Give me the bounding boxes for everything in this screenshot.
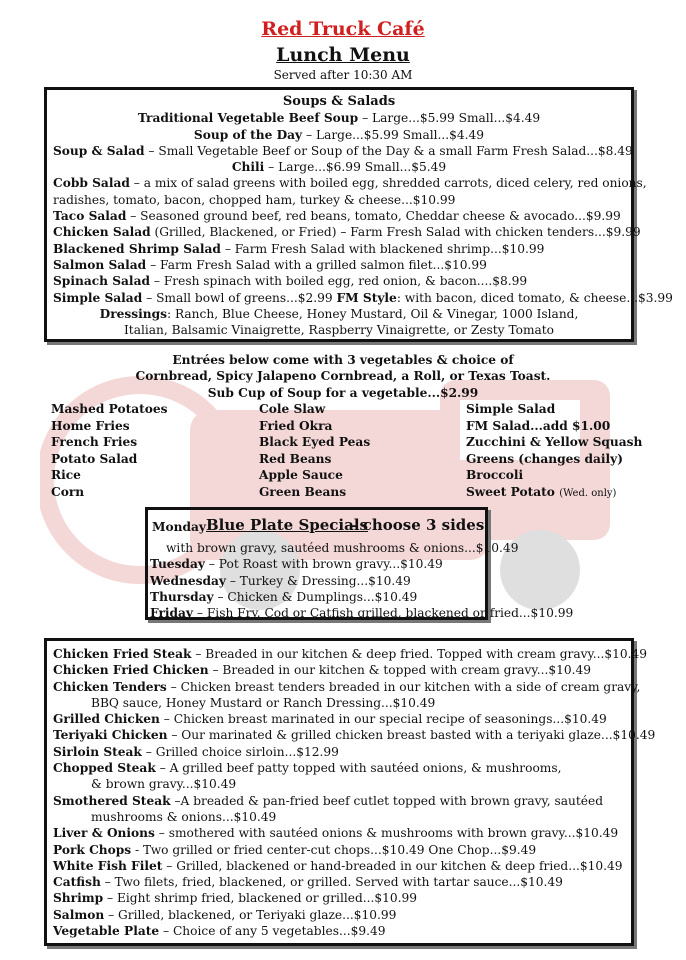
- item-desc: – Large...$5.99 Small...$4.49: [358, 111, 541, 126]
- item-name: Cobb Salad: [53, 176, 130, 191]
- special-item: [150, 589, 573, 605]
- vegetable-item: [51, 467, 168, 484]
- vegetable-item: [259, 401, 370, 418]
- entree-item: [53, 662, 625, 678]
- item-desc: – Seasoned ground beef, red beans, tomato, Cheddar cheese & avocado...$9.99: [126, 209, 621, 224]
- vegetable-name: Rice: [51, 468, 81, 483]
- vegetable-name: FM Salad...add $1.00: [466, 418, 611, 433]
- fm-style-desc: : with bacon, diced tomato, & cheese...$3.99: [396, 290, 673, 305]
- entree-desc: – Breaded in our kitchen & topped with cream gravy...$10.49: [208, 663, 591, 678]
- entree-name: Pork Chops: [53, 842, 132, 857]
- menu-item: [53, 208, 625, 224]
- entree-desc: – A grilled beef patty topped with sautéed onions, & mushrooms,: [155, 761, 562, 776]
- vegetable-name: Simple Salad: [466, 402, 556, 416]
- menu-item: [53, 159, 625, 175]
- special-day: Friday: [150, 606, 193, 621]
- vegetable-item: [466, 401, 642, 418]
- entree-item: [53, 793, 625, 809]
- item-name: Soup & Salad: [53, 143, 145, 158]
- vegetable-item: [259, 434, 370, 451]
- soups-salads-list: [53, 110, 647, 289]
- entree-name: Shrimp: [53, 891, 104, 906]
- vegetable-item: [466, 418, 642, 435]
- entree-name: Sirloin Steak: [53, 744, 142, 759]
- entree-item: [53, 646, 647, 662]
- entree-name: Catfish: [53, 875, 101, 890]
- special-desc: – Fish Fry. Cod or Catfish grilled, blackened or fried...$10.99: [193, 606, 574, 621]
- wed-only-note: (Wed. only): [559, 487, 617, 499]
- vegetable-column-3: [466, 401, 642, 503]
- vegetable-name: Green Beans: [259, 484, 347, 499]
- special-item: [150, 556, 573, 572]
- entrees-intro: [0, 352, 686, 401]
- entree-name: Smothered Steak: [53, 793, 171, 808]
- vegetable-item: [51, 484, 168, 501]
- cafe-name: Red Truck Café: [261, 18, 425, 40]
- item-name: Chicken Salad: [53, 225, 151, 240]
- blue-plate-box: [145, 507, 574, 621]
- entree-desc: & brown gravy...$10.49: [91, 777, 237, 792]
- entrees-intro-line2: Cornbread, Spicy Jalapeno Cornbread, a Roll, or Texas Toast.: [135, 369, 551, 384]
- special-desc: with brown gravy, sautéed mushrooms & onions...$10.49: [166, 541, 519, 555]
- vegetable-name: Black Eyed Peas: [259, 435, 371, 450]
- item-desc: – Large...$6.99 Small...$5.49: [264, 160, 447, 175]
- menu-item: [53, 241, 625, 257]
- vegetable-item: [259, 467, 370, 484]
- entree-desc: BBQ sauce, Honey Mustard or Ranch Dressing...$10.49: [91, 695, 436, 710]
- vegetable-name: French Fries: [51, 435, 138, 450]
- simple-salad-name: Simple Salad: [53, 290, 143, 305]
- item-name: Traditional Vegetable Beef Soup: [137, 111, 359, 126]
- simple-salad-desc: – Small bowl of greens...$2.99: [142, 290, 337, 305]
- vegetable-name: Potato Salad: [51, 451, 138, 466]
- entree-name: Teriyaki Chicken: [53, 728, 168, 743]
- special-day: Thursday: [150, 589, 214, 604]
- simple-salad-line: [53, 290, 673, 306]
- entrees-intro-line3: Sub Cup of Soup for a vegetable...$2.99: [207, 385, 479, 400]
- entree-item: [53, 923, 625, 939]
- vegetable-name: Greens (changes daily): [466, 451, 624, 466]
- item-name: Spinach Salad: [53, 274, 150, 289]
- item-desc: – Small Vegetable Beef or Soup of the Day & a small Farm Fresh Salad...$8.49: [144, 143, 633, 158]
- soups-salads-title: Soups & Salads: [282, 94, 396, 109]
- entree-item: [53, 809, 625, 825]
- blue-plate-list: [150, 540, 573, 621]
- vegetable-name: Mashed Potatoes: [51, 402, 168, 416]
- menu-item: [53, 127, 625, 143]
- entree-desc: – Breaded in our kitchen & deep fried. Topped with cream gravy...$10.49: [191, 647, 647, 661]
- dressings-line: [53, 306, 625, 322]
- entree-name: Chicken Fried Chicken: [53, 663, 209, 678]
- entree-name: Vegetable Plate: [53, 924, 160, 939]
- entree-desc: –A breaded & pan-fried beef cutlet topped with brown gravy, sautéed: [170, 793, 604, 808]
- vegetable-name: Broccoli: [466, 468, 524, 483]
- vegetable-item: [259, 418, 370, 435]
- dressings-label: Dressings: [99, 306, 167, 321]
- entree-item: [53, 874, 625, 890]
- special-item: [150, 573, 573, 589]
- entree-desc: – Choice of any 5 vegetables...$9.49: [159, 924, 386, 939]
- menu-item: [53, 192, 625, 208]
- entree-desc: – Grilled choice sirloin...$12.99: [141, 744, 339, 759]
- special-desc: – Pot Roast with brown gravy...$10.49: [204, 557, 443, 572]
- entree-item: [53, 744, 625, 760]
- item-desc: – Farm Fresh Salad with a grilled salmon filet...$10.99: [146, 257, 487, 272]
- vegetable-column-2: [259, 401, 370, 501]
- entree-desc: – Our marinated & grilled chicken breast basted with a teriyaki glaze...$10.49: [167, 728, 656, 743]
- entree-desc: – Grilled, blackened, or Teriyaki glaze...$10.99: [104, 907, 397, 922]
- entree-item: [53, 711, 625, 727]
- entrees-list: [53, 646, 656, 939]
- menu-item: [53, 110, 625, 126]
- item-desc: (Grilled, Blackened, or Fried) – Farm Fresh Salad with chicken tenders...$9.99: [150, 225, 641, 240]
- special-desc: – Turkey & Dressing...$10.49: [225, 573, 411, 588]
- vegetable-item: [466, 467, 642, 484]
- entree-name: White Fish Filet: [53, 858, 163, 873]
- blue-plate-title: Blue Plate Specials: [206, 516, 368, 534]
- menu-title: Lunch Menu: [276, 44, 410, 66]
- menu-item: [53, 224, 641, 240]
- entree-desc: – Chicken breast marinated in our special recipe of seasonings...$10.49: [159, 712, 607, 727]
- item-name: Soup of the Day: [193, 127, 303, 142]
- menu-item: [53, 257, 625, 273]
- vegetable-name: Fried Okra: [259, 418, 333, 433]
- entree-item: [53, 776, 625, 792]
- entree-desc: mushrooms & onions...$10.49: [91, 809, 277, 824]
- dressings-list-2: Italian, Balsamic Vinaigrette, Raspberry Vinaigrette, or Zesty Tomato: [123, 323, 555, 338]
- entree-item: [53, 890, 625, 906]
- entrees-intro-line1: Entrées below come with 3 vegetables & choice of: [172, 353, 514, 367]
- item-name: Blackened Shrimp Salad: [53, 241, 221, 256]
- entree-desc: - Two grilled or fried center-cut chops...$10.49 One Chop...$9.49: [131, 842, 537, 857]
- item-desc: radishes, tomato, bacon, chopped ham, turkey & cheese...$10.99: [53, 192, 456, 207]
- vegetable-item: [466, 484, 642, 503]
- fm-style-label: FM Style: [336, 290, 397, 305]
- special-item: [150, 540, 573, 556]
- vegetable-item: [259, 451, 370, 468]
- entree-name: Grilled Chicken: [53, 712, 160, 727]
- vegetable-item: [51, 434, 168, 451]
- entree-item: [53, 760, 625, 776]
- vegetable-name: Home Fries: [51, 418, 130, 433]
- entree-name: Chicken Fried Steak: [53, 647, 192, 661]
- vegetable-item: [466, 451, 642, 468]
- entree-name: Chopped Steak: [53, 761, 156, 776]
- item-name: Chili: [231, 160, 265, 175]
- served-note: Served after 10:30 AM: [273, 68, 413, 82]
- vegetable-column-1: [51, 401, 168, 501]
- special-desc: – Chicken & Dumplings...$10.49: [213, 589, 418, 604]
- item-desc: – a mix of salad greens with boiled egg, shredded carrots, diced celery, red onions,: [129, 176, 647, 191]
- item-name: Taco Salad: [53, 209, 127, 224]
- entree-desc: – Grilled, blackened or hand-breaded in our kitchen & deep fried...$10.49: [162, 858, 623, 873]
- entree-desc: – Eight shrimp fried, blackened or grilled...$10.99: [103, 891, 418, 906]
- entree-item: [53, 679, 641, 695]
- dressings-list-1: : Ranch, Blue Cheese, Honey Mustard, Oil & Vinegar, 1000 Island,: [166, 306, 579, 321]
- entree-desc: – Chicken breast tenders breaded in our kitchen with a side of cream gravy,: [166, 679, 641, 694]
- vegetable-item: [51, 451, 168, 468]
- entree-name: Salmon: [53, 907, 105, 922]
- vegetable-name: Zucchini & Yellow Squash: [466, 435, 643, 450]
- vegetable-name: Cole Slaw: [259, 402, 326, 416]
- entrees-box: [44, 638, 656, 946]
- entree-item: [53, 858, 625, 874]
- item-desc: – Fresh spinach with boiled egg, red onion, & bacon....$8.99: [149, 274, 528, 289]
- vegetable-item: [51, 418, 168, 435]
- special-day: Wednesday: [150, 573, 226, 588]
- special-day: Tuesday: [150, 557, 205, 572]
- menu-item: [53, 273, 625, 289]
- monday-label: Monday: [152, 520, 206, 534]
- entree-item: [53, 842, 625, 858]
- vegetable-item: [466, 434, 642, 451]
- menu-item: [53, 175, 647, 191]
- vegetable-name: Corn: [51, 484, 85, 499]
- entree-item: [53, 825, 625, 841]
- entree-name: Chicken Tenders: [53, 679, 167, 694]
- vegetable-item: [51, 401, 168, 418]
- item-desc: – Large...$5.99 Small...$4.49: [302, 127, 485, 142]
- vegetable-name: Sweet Potato: [466, 484, 555, 499]
- entree-name: Liver & Onions: [53, 826, 155, 841]
- item-name: Salmon Salad: [53, 257, 147, 272]
- entree-item: [53, 727, 656, 743]
- vegetable-name: Apple Sauce: [259, 468, 343, 483]
- entree-item: [53, 695, 625, 711]
- menu-item: [53, 143, 633, 159]
- vegetable-name: Red Beans: [259, 451, 332, 466]
- entree-desc: – smothered with sautéed onions & mushrooms with brown gravy...$10.49: [154, 826, 619, 841]
- special-item: [150, 605, 573, 621]
- blue-plate-title-suffix: – choose 3 sides: [350, 516, 485, 534]
- entree-desc: – Two filets, fried, blackened, or grilled. Served with tartar sauce...$10.49: [100, 875, 563, 890]
- vegetable-item: [259, 484, 370, 501]
- entree-item: [53, 907, 625, 923]
- soups-salads-box: [44, 87, 673, 342]
- item-desc: – Farm Fresh Salad with blackened shrimp...$10.99: [220, 241, 545, 256]
